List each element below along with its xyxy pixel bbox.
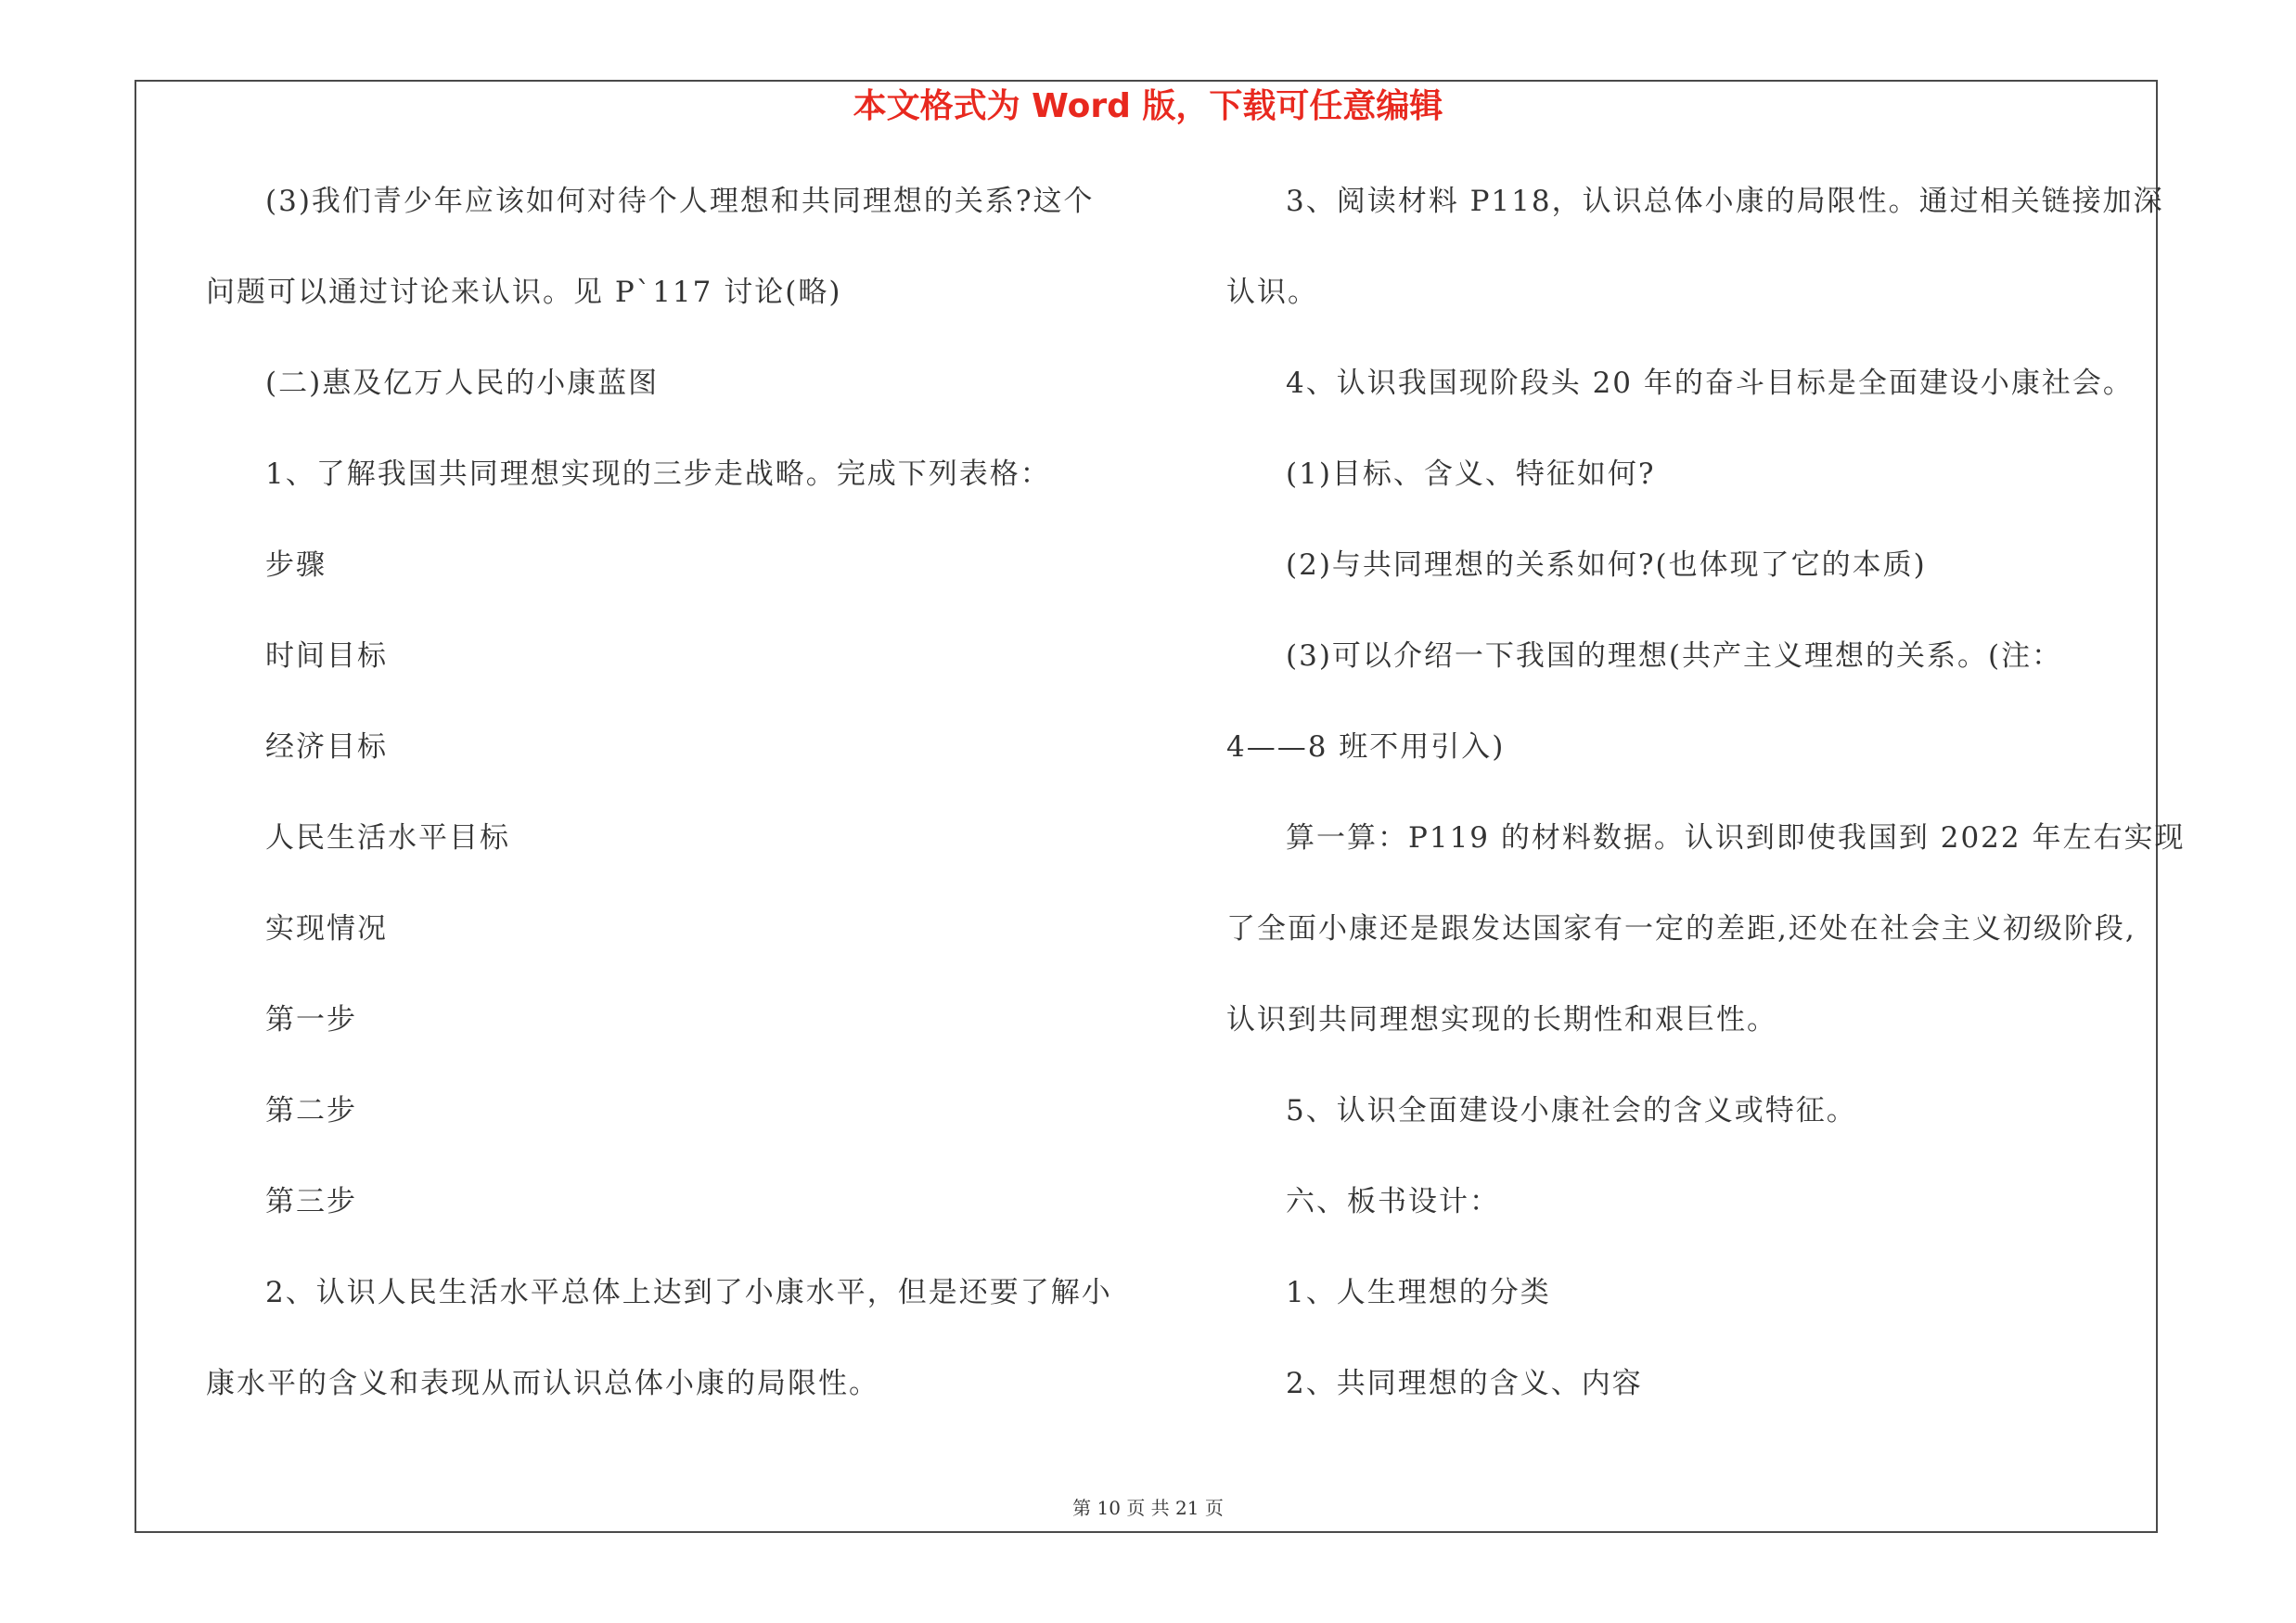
table-label: 第一步 xyxy=(265,1003,357,1037)
table-label: 步骤 xyxy=(265,548,327,582)
paragraph-line: (1)目标、含义、特征如何? xyxy=(1286,457,1656,491)
table-label: 实现情况 xyxy=(265,912,388,946)
table-label: 经济目标 xyxy=(265,730,388,764)
table-label: 时间目标 xyxy=(265,639,388,673)
section-heading: (二)惠及亿万人民的小康蓝图 xyxy=(265,367,660,400)
paragraph-line: 1、了解我国共同理想实现的三步走战略。完成下列表格： xyxy=(265,457,1051,491)
table-label: 人民生活水平目标 xyxy=(265,821,510,855)
paragraph-line: 认识。 xyxy=(1226,276,1318,309)
paragraph-line: 2、共同理想的含义、内容 xyxy=(1286,1367,1643,1400)
table-label: 第三步 xyxy=(265,1185,357,1218)
paragraph-line: 康水平的含义和表现从而认识总体小康的局限性。 xyxy=(206,1367,879,1400)
paragraph-line: (3)我们青少年应该如何对待个人理想和共同理想的关系?这个 xyxy=(265,185,1095,218)
paragraph-line: 3、阅读材料 P118，认识总体小康的局限性。通过相关链接加深 xyxy=(1286,185,2164,218)
paragraph-line: 2、认识人民生活水平总体上达到了小康水平，但是还要了解小 xyxy=(265,1276,1112,1309)
paragraph-line: 问题可以通过讨论来认识。见 P`117 讨论(略) xyxy=(206,276,842,309)
paragraph-line: 4、认识我国现阶段头 20 年的奋斗目标是全面建设小康社会。 xyxy=(1286,367,2134,400)
paragraph-line: 了全面小康还是跟发达国家有一定的差距,还处在社会主义初级阶段, xyxy=(1226,912,2136,946)
table-label: 第二步 xyxy=(265,1094,357,1127)
paragraph-line: 5、认识全面建设小康社会的含义或特征。 xyxy=(1286,1094,1857,1127)
page-number: 第 10 页 共 21 页 xyxy=(1072,1497,1224,1519)
paragraph-line: (3)可以介绍一下我国的理想(共产主义理想的关系。(注： xyxy=(1286,639,2063,673)
paragraph-line: 4——8 班不用引入) xyxy=(1226,730,1506,764)
format-banner: 本文格式为 Word 版，下载可任意编辑 xyxy=(853,87,1443,125)
paragraph-line: 1、人生理想的分类 xyxy=(1286,1276,1551,1309)
section-heading: 六、板书设计： xyxy=(1286,1185,1500,1218)
paragraph-line: 算一算：P119 的材料数据。认识到即使我国到 2022 年左右实现 xyxy=(1286,821,2186,855)
paragraph-line: 认识到共同理想实现的长期性和艰巨性。 xyxy=(1226,1003,1777,1037)
paragraph-line: (2)与共同理想的关系如何?(也体现了它的本质) xyxy=(1286,548,1927,582)
